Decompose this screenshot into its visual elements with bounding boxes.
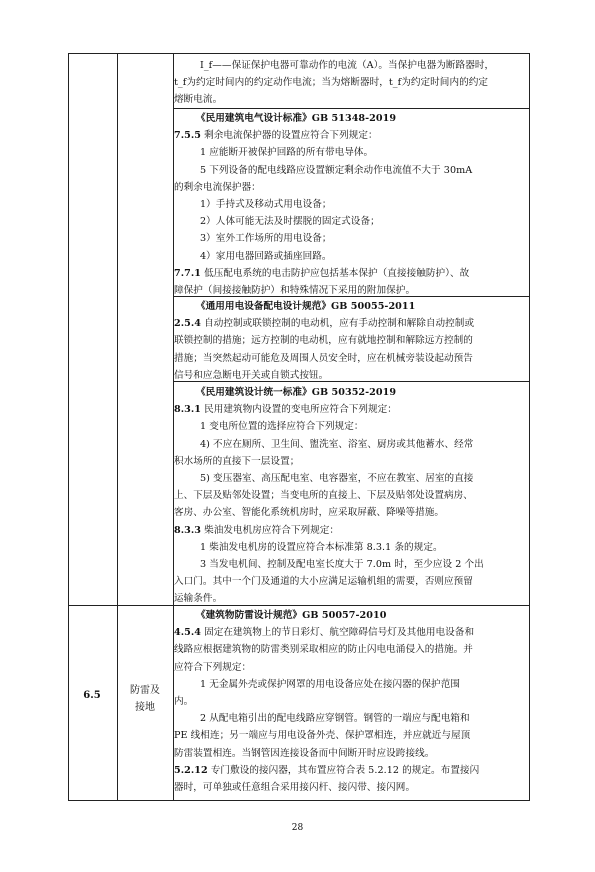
definition-text <box>174 57 534 109</box>
clause-line: 1 柴油发电机房的设置应符合本标准第 8.3.1 条的规定。 <box>200 541 443 553</box>
text-line: t_f为约定时间内的约定动作电流；当为熔断器时，t_f为约定时间内的约定 <box>174 77 489 89</box>
section-gb51348 <box>174 110 534 299</box>
row-category <box>118 682 172 716</box>
clause-line: 的剩余电流保护器： <box>174 181 261 193</box>
section-gb50055 <box>174 298 534 384</box>
category-line: 防雷及 <box>130 685 160 696</box>
clause-line: 线路应根据建筑物的防雷类别采取相应的防止闪电电涌侵入的措施。并 <box>174 644 473 656</box>
section-gb50352 <box>174 384 534 608</box>
clause-line: 上、下层及贴邻处设置；当变电所的直接上、下层及贴邻处设置病房、 <box>174 490 473 502</box>
clause-line: 3 当发电机间、控制及配电室长度大于 7.0m 时，至少应设 2 个出 <box>200 559 484 571</box>
row-number: 6.5 <box>83 690 101 701</box>
category-line: 接地 <box>135 702 155 713</box>
clause-line: 2.5.4 自动控制或联锁控制的电动机，应有手动控制和解除自动控制或 <box>174 318 475 330</box>
section-title: 《通用用电设备配电设计规范》GB 50055-2011 <box>196 301 416 312</box>
clause-line: 7.7.1 低压配电系统的电击防护应包括基本保护（直接接触防护）、故 <box>174 267 470 279</box>
clause-line: 4) 不应在厕所、卫生间、盥洗室、浴室、厨房或其他蓄水、经常 <box>200 438 474 450</box>
clause-line: 运输条件。 <box>174 593 223 605</box>
clause-line: 措施；当突然起动可能危及周围人员安全时，应在机械旁装设起动预告 <box>174 352 473 364</box>
section-title: 《民用建筑电气设计标准》GB 51348-2019 <box>196 113 397 124</box>
clause-line: 2）人体可能无法及时摆脱的固定式设备； <box>200 216 380 228</box>
clause-line: PE 线相连；另一端应与用电设备外壳、保护罩相连，并应就近与屋顶 <box>174 730 471 742</box>
clause-line: 2 从配电箱引出的配电线路应穿钢管。钢管的一端应与配电箱和 <box>200 713 470 725</box>
clause-line: 4）家用电器回路或插座回路。 <box>200 250 332 262</box>
clause-line: 器时，可单独或任意组合采用接闪杆、接闪带、接闪网。 <box>174 782 416 794</box>
clause-line: 障保护（间接接触防护）和特殊情况下采用的附加保护。 <box>174 285 416 297</box>
text-line: 熔断电流。 <box>174 94 223 106</box>
clause-line: 8.3.1 民用建筑物内设置的变电所应符合下列规定： <box>174 404 397 416</box>
clause-line: 1 应能断开被保护回路的所有带电导体。 <box>200 147 374 159</box>
clause-line: 7.5.5 剩余电流保护器的设置应符合下列规定： <box>174 130 378 142</box>
clause-line: 积水场所的直接下一层设置； <box>174 455 300 467</box>
clause-line: 4.5.4 固定在建筑物上的节日彩灯、航空障碍信号灯及其他用电设备和 <box>174 627 475 639</box>
page-number: 28 <box>291 823 304 833</box>
clause-line: 内。 <box>174 696 194 708</box>
clause-line: 联锁控制的措施；远方控制的电动机，应有就地控制和解除远方控制的 <box>174 335 473 347</box>
clause-line: 1）手持式及移动式用电设备； <box>200 199 332 211</box>
clause-line: 入口门。其中一个门及通道的大小应满足运输机组的需要，否则应预留 <box>174 576 473 588</box>
clause-line: 信号和应急断电开关或自锁式按钮。 <box>174 369 329 381</box>
clause-line: 8.3.3 柴油发电机房应符合下列规定： <box>174 524 340 536</box>
clause-line: 客房、办公室、智能化系统机房时，应采取屏蔽、降噪等措施。 <box>174 507 445 519</box>
clause-line: 5 下列设备的配电线路应设置额定剩余动作电流值不大于 30mA <box>200 164 473 176</box>
clause-line: 1 无金属外壳或保护网罩的用电设备应处在接闪器的保护范围 <box>200 678 460 690</box>
clause-line: 5) 变压器室、高压配电室、电容器室，不应在教室、居室的直接 <box>200 473 474 485</box>
clause-line: 应符合下列规定： <box>174 661 252 673</box>
section-gb50057 <box>174 607 534 796</box>
clause-line: 5.2.12 专门敷设的接闪器，其布置应符合表 5.2.12 的规定。布置接闪 <box>174 764 480 776</box>
section-title: 《民用建筑设计统一标准》GB 50352-2019 <box>196 387 397 398</box>
text-line: I_f——保证保护电器可靠动作的电流（A）。当保护电器为断路器时， <box>200 60 495 71</box>
clause-line: 1 变电所位置的选择应符合下列规定： <box>200 421 364 433</box>
section-title: 《建筑物防雷设计规范》GB 50057-2010 <box>196 610 387 621</box>
clause-line: 防雷装置相连。当钢管因连接设备而中间断开时应设跨接线。 <box>174 747 435 759</box>
clause-line: 3）室外工作场所的用电设备； <box>200 233 332 245</box>
